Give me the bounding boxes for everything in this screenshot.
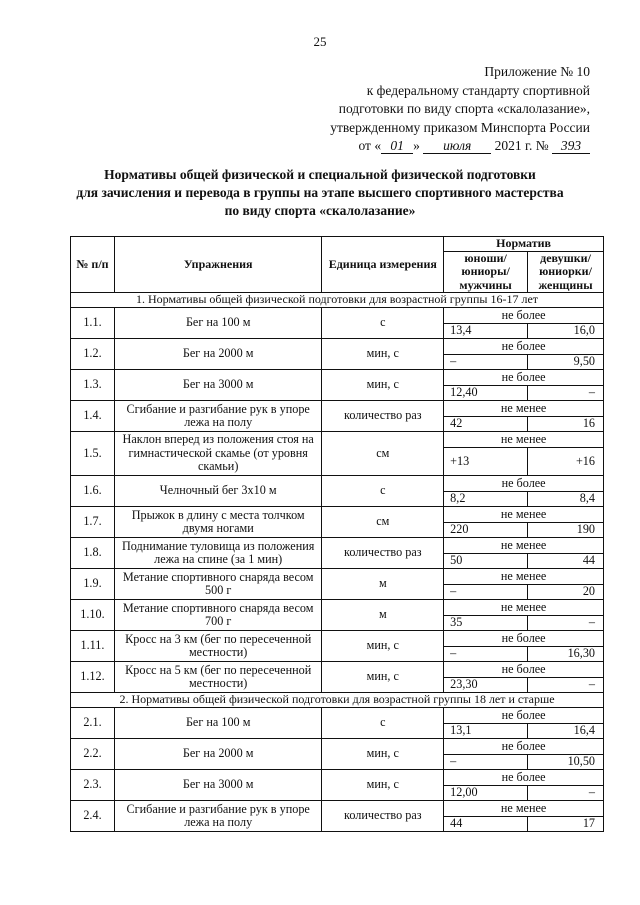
handwritten-month: июля: [423, 139, 491, 154]
row-condition: не менее: [444, 600, 604, 616]
appendix-header: [290, 63, 590, 156]
value-female: 8,4: [528, 492, 604, 507]
value-male: 13,1: [444, 724, 528, 739]
table-row: [71, 432, 604, 448]
header-exercise: Упражнения: [114, 237, 321, 293]
row-unit: количество раз: [322, 538, 444, 569]
value-male: –: [444, 647, 528, 662]
value-male: –: [444, 355, 528, 370]
header-num: № п/п: [71, 237, 115, 293]
table-row: [71, 308, 604, 324]
row-condition: не более: [444, 370, 604, 386]
row-exercise: Наклон вперед из положения стоя на гимнастической скамье (от уровня скамьи): [114, 432, 321, 476]
page-number: 25: [313, 34, 327, 49]
document-title: [0, 166, 640, 220]
table-row: [71, 401, 604, 417]
row-exercise: Бег на 2000 м: [114, 339, 321, 370]
row-number: 2.2.: [71, 739, 115, 770]
value-male: 13,4: [444, 324, 528, 339]
value-female: –: [528, 616, 604, 631]
row-unit: мин, с: [322, 739, 444, 770]
appendix-line-3: подготовки по виду спорта «скалолазание»,: [338, 101, 590, 116]
row-condition: не менее: [444, 507, 604, 523]
value-female: 20: [528, 585, 604, 600]
row-unit: с: [322, 308, 444, 339]
row-number: 1.10.: [71, 600, 115, 631]
row-exercise: Кросс на 3 км (бег по пересеченной местности): [114, 631, 321, 662]
table-row: [71, 631, 604, 647]
row-unit: мин, с: [322, 339, 444, 370]
title-line-3: по виду спорта «скалолазание»: [224, 203, 416, 218]
row-number: 2.4.: [71, 801, 115, 832]
table-row: [71, 507, 604, 523]
date-prefix: от «: [358, 138, 382, 153]
row-condition: не более: [444, 770, 604, 786]
table-row: [71, 476, 604, 492]
row-exercise: Сгибание и разгибание рук в упоре лежа на полу: [114, 401, 321, 432]
value-male: –: [444, 755, 528, 770]
value-male: 8,2: [444, 492, 528, 507]
value-male: –: [444, 585, 528, 600]
value-male: 50: [444, 554, 528, 569]
section-1-heading: 1. Нормативы общей физической подготовки для возрастной группы 16-17 лет: [71, 293, 604, 308]
date-mid: »: [413, 138, 420, 153]
title-line-2: для зачисления и перевода в группы на этапе высшего спортивного мастерства: [76, 185, 564, 200]
value-male: 35: [444, 616, 528, 631]
value-female: 16,0: [528, 324, 604, 339]
table-row: [71, 538, 604, 554]
value-female: 16,4: [528, 724, 604, 739]
row-number: 1.11.: [71, 631, 115, 662]
row-number: 1.5.: [71, 432, 115, 476]
handwritten-day: 01: [381, 139, 413, 154]
row-exercise: Челночный бег 3х10 м: [114, 476, 321, 507]
row-number: 1.1.: [71, 308, 115, 339]
row-condition: не менее: [444, 401, 604, 417]
row-exercise: Бег на 2000 м: [114, 739, 321, 770]
value-male: 220: [444, 523, 528, 538]
value-female: +16: [528, 448, 604, 476]
value-female: 10,50: [528, 755, 604, 770]
value-male: +13: [444, 448, 528, 476]
value-female: 9,50: [528, 355, 604, 370]
row-unit: мин, с: [322, 370, 444, 401]
table-row: [71, 708, 604, 724]
value-male: 12,40: [444, 386, 528, 401]
row-unit: мин, с: [322, 631, 444, 662]
row-condition: не более: [444, 476, 604, 492]
header-norm: Норматив: [444, 237, 604, 252]
row-number: 2.1.: [71, 708, 115, 739]
row-number: 2.3.: [71, 770, 115, 801]
row-condition: не более: [444, 662, 604, 678]
date-year: 2021 г. №: [494, 138, 549, 153]
value-female: 17: [528, 817, 604, 832]
appendix-line-2: к федеральному стандарту спортивной: [366, 82, 590, 98]
row-condition: не менее: [444, 801, 604, 817]
row-exercise: Бег на 3000 м: [114, 370, 321, 401]
value-female: –: [528, 678, 604, 693]
table-body: [71, 293, 604, 832]
row-exercise: Бег на 100 м: [114, 308, 321, 339]
table-row: [71, 662, 604, 678]
row-unit: с: [322, 708, 444, 739]
table-row: [71, 600, 604, 616]
row-condition: не более: [444, 739, 604, 755]
row-exercise: Метание спортивного снаряда весом 700 г: [114, 600, 321, 631]
table-row: [71, 801, 604, 817]
row-unit: м: [322, 600, 444, 631]
row-number: 1.8.: [71, 538, 115, 569]
row-number: 1.4.: [71, 401, 115, 432]
row-condition: не более: [444, 308, 604, 324]
row-number: 1.12.: [71, 662, 115, 693]
row-unit: см: [322, 507, 444, 538]
value-male: 23,30: [444, 678, 528, 693]
value-female: 44: [528, 554, 604, 569]
table-row: [71, 370, 604, 386]
row-unit: с: [322, 476, 444, 507]
table-row: [71, 770, 604, 786]
row-exercise: Сгибание и разгибание рук в упоре лежа на полу: [114, 801, 321, 832]
row-number: 1.6.: [71, 476, 115, 507]
value-male: 44: [444, 817, 528, 832]
header-male: юноши/ юниоры/ мужчины: [444, 251, 528, 293]
value-male: 42: [444, 417, 528, 432]
row-condition: не более: [444, 339, 604, 355]
row-number: 1.7.: [71, 507, 115, 538]
value-female: –: [528, 386, 604, 401]
table-row: [71, 339, 604, 355]
row-exercise: Кросс на 5 км (бег по пересеченной местности): [114, 662, 321, 693]
table-row: [71, 569, 604, 585]
row-condition: не более: [444, 708, 604, 724]
header-female: девушки/ юниорки/ женщины: [528, 251, 604, 293]
value-male: 12,00: [444, 786, 528, 801]
row-exercise: Поднимание туловища из положения лежа на спине (за 1 мин): [114, 538, 321, 569]
row-condition: не менее: [444, 538, 604, 554]
row-unit: см: [322, 432, 444, 476]
value-female: 16,30: [528, 647, 604, 662]
row-unit: мин, с: [322, 770, 444, 801]
row-condition: не более: [444, 631, 604, 647]
row-exercise: Прыжок в длину с места толчком двумя ногами: [114, 507, 321, 538]
handwritten-order-number: 393: [552, 139, 590, 154]
row-exercise: Бег на 3000 м: [114, 770, 321, 801]
row-unit: количество раз: [322, 801, 444, 832]
row-unit: м: [322, 569, 444, 600]
table-row: [71, 739, 604, 755]
value-female: –: [528, 786, 604, 801]
row-unit: мин, с: [322, 662, 444, 693]
value-female: 16: [528, 417, 604, 432]
value-female: 190: [528, 523, 604, 538]
section-2-heading: 2. Нормативы общей физической подготовки для возрастной группы 18 лет и старше: [71, 693, 604, 708]
appendix-line-4: утвержденному приказом Минспорта России: [330, 119, 590, 135]
header-unit: Единица измерения: [322, 237, 444, 293]
appendix-date-line: [290, 137, 590, 156]
row-unit: количество раз: [322, 401, 444, 432]
appendix-line-1: Приложение № 10: [484, 64, 590, 79]
row-condition: не менее: [444, 569, 604, 585]
row-exercise: Бег на 100 м: [114, 708, 321, 739]
title-line-1: Нормативы общей физической и специальной физической подготовки: [104, 167, 536, 182]
row-exercise: Метание спортивного снаряда весом 500 г: [114, 569, 321, 600]
row-condition: не менее: [444, 432, 604, 448]
row-number: 1.3.: [71, 370, 115, 401]
standards-table: [70, 236, 604, 832]
row-number: 1.2.: [71, 339, 115, 370]
row-number: 1.9.: [71, 569, 115, 600]
